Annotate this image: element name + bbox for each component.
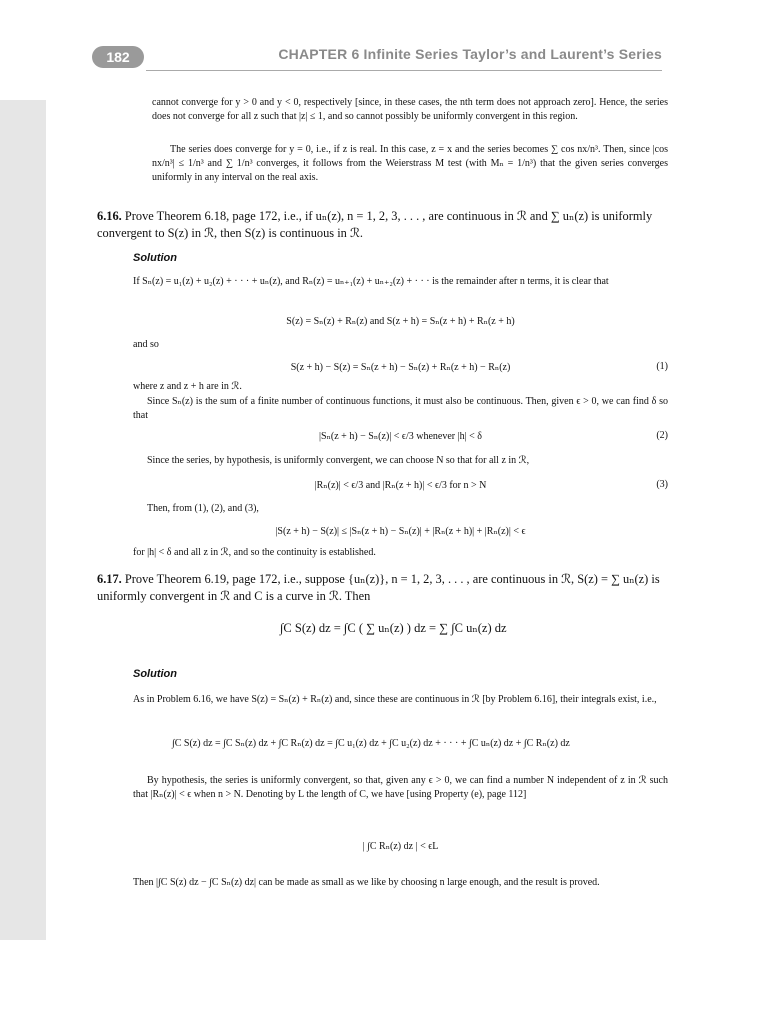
page-header <box>0 40 758 70</box>
paragraph: for |h| < δ and all z in ℛ, and so the continuity is established. <box>133 547 376 558</box>
equation-3: |Rₙ(z)| < ϵ/3 and |Rₙ(z + h)| < ϵ/3 for n > N <box>314 480 487 491</box>
solution-label: Solution <box>133 668 177 680</box>
problem-number: 6.17. <box>97 572 122 586</box>
paragraph: If Sₙ(z) = u₁(z) + u₂(z) + · · · + uₙ(z), and Rₙ(z) = uₙ₊₁(z) + uₙ₊₂(z) + · · · is the remainder after n terms, it is clear that <box>133 276 609 287</box>
equation-1: S(z + h) − S(z) = Sₙ(z + h) − Sₙ(z) + Rₙ(z + h) − Rₙ(z) <box>290 362 511 373</box>
problem-statement: Prove Theorem 6.19, page 172, i.e., suppose {uₙ(z)}, n = 1, 2, 3, . . . , are continuous in ℛ, S(z) = ∑ uₙ(z) is uniformly convergent in ℛ and C is a curve in ℛ. Then <box>97 572 660 603</box>
paragraph: cannot converge for y > 0 and y < 0, respectively [since, in these cases, the nth term does not approach zero]. Hence, the series does not converge for all z such that |z| ≤ 1, and so cannot possibly be uniformly convergent in this region. <box>152 97 668 122</box>
equation-number: (1) <box>656 361 668 372</box>
paragraph: As in Problem 6.16, we have S(z) = Sₙ(z) + Rₙ(z) and, since these are continuous in ℛ [by Problem 6.16], their integrals exist, i.e., <box>133 694 657 705</box>
integral-equation: ∫C S(z) dz = ∫C Sₙ(z) dz + ∫C Rₙ(z) dz = ∫C u₁(z) dz + ∫C u₂(z) dz + · · · + ∫C uₙ(z) dz + ∫C Rₙ(z) dz <box>172 738 570 749</box>
equation-4: |S(z + h) − S(z)| ≤ |Sₙ(z + h) − Sₙ(z)| + |Rₙ(z + h)| + |Rₙ(z)| < ϵ <box>275 526 526 537</box>
paragraph: Since Sₙ(z) is the sum of a finite number of continuous functions, it must also be continuous. Then, given ϵ > 0, we can find δ so that <box>133 396 668 421</box>
theorem-equation: ∫C S(z) dz = ∫C ( ∑ uₙ(z) ) dz = ∑ ∫C uₙ(z) dz <box>280 621 507 635</box>
paragraph: The series does converge for y = 0, i.e., if z is real. In this case, z = x and the series becomes ∑ cos nx/n³. Then, since |cos nx/n³| ≤ 1/n³ and ∑ 1/n³ converges, it follows from the Weierstrass M test (with Mₙ = 1/n³) that the given series converges uniformly in any interval on the real axis. <box>152 144 668 183</box>
equation-number: (3) <box>656 479 668 490</box>
page-margin-bar <box>0 100 46 940</box>
paragraph: Then |∫C S(z) dz − ∫C Sₙ(z) dz| can be made as small as we like by choosing n large enough, and the result is proved. <box>133 877 600 888</box>
paragraph: where z and z + h are in ℛ. <box>133 381 242 392</box>
problem-6-17 <box>97 571 668 605</box>
integral-bound: | ∫C Rₙ(z) dz | < ϵL <box>362 841 439 852</box>
problem-number: 6.16. <box>97 209 122 223</box>
page-number: 182 <box>92 46 144 68</box>
solution-label: Solution <box>133 252 177 264</box>
equation-2: |Sₙ(z + h) − Sₙ(z)| < ϵ/3 whenever |h| < δ <box>319 431 482 442</box>
header-rule <box>146 70 662 71</box>
chapter-title: CHAPTER 6 Infinite Series Taylor’s and Laurent’s Series <box>278 46 662 62</box>
paragraph: and so <box>133 339 159 350</box>
equation: S(z) = Sₙ(z) + Rₙ(z) and S(z + h) = Sₙ(z + h) + Rₙ(z + h) <box>286 316 515 327</box>
paragraph: Since the series, by hypothesis, is uniformly convergent, we can choose N so that for all z in ℛ, <box>147 455 530 466</box>
problem-6-16 <box>97 208 668 242</box>
paragraph: Then, from (1), (2), and (3), <box>147 503 259 514</box>
problem-statement: Prove Theorem 6.18, page 172, i.e., if uₙ(z), n = 1, 2, 3, . . . , are continuous in ℛ and ∑ uₙ(z) is uniformly convergent to S(z) in ℛ, then S(z) is continuous in ℛ. <box>97 209 653 240</box>
equation-number: (2) <box>656 430 668 441</box>
paragraph: By hypothesis, the series is uniformly convergent, so that, given any ϵ > 0, we can find a number N independent of z in ℛ such that |Rₙ(z)| < ϵ when n > N. Denoting by L the length of C, we have [using Property (e), page 112] <box>133 775 668 800</box>
